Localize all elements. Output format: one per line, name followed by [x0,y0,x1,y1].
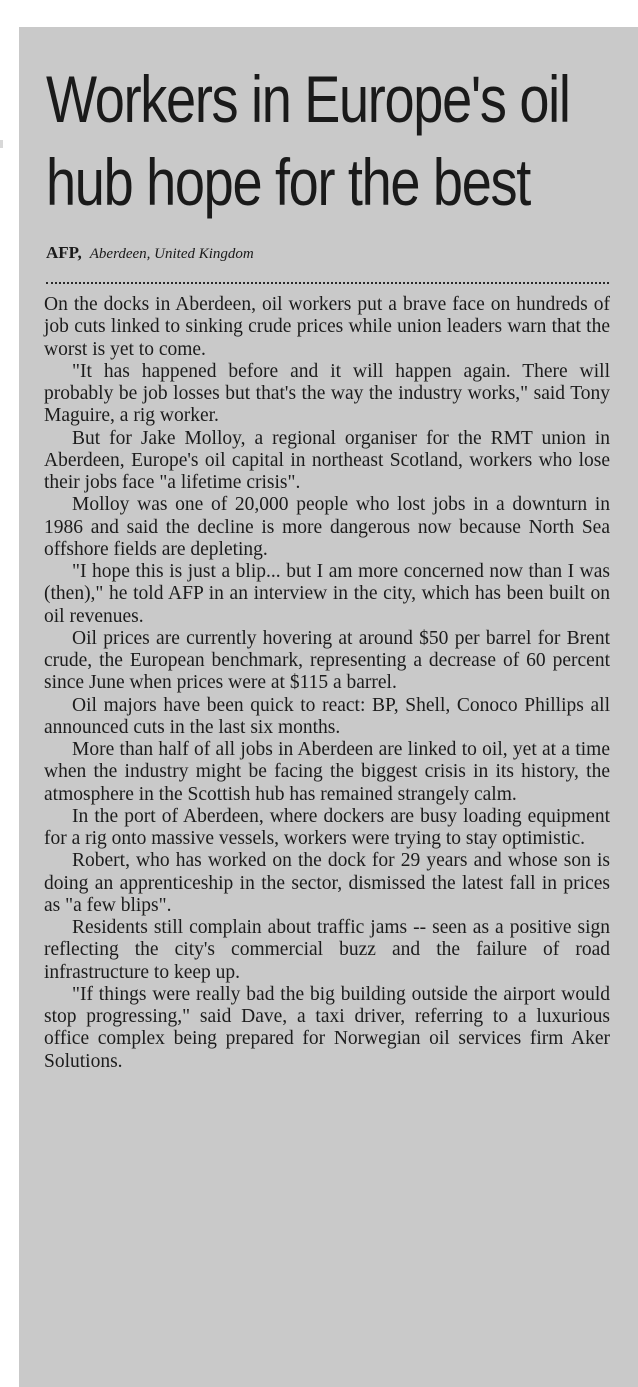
article-paragraph: In the port of Aberdeen, where dockers are busy loading equipment for a rig onto massive vessels, workers were trying to stay optimistic. [44,805,610,849]
byline [46,243,254,263]
article-paragraph: But for Jake Molloy, a regional organiser for the RMT union in Aberdeen, Europe's oil capital in northeast Scotland, workers who lose their jobs face "a lifetime crisis". [44,427,610,493]
byline-location: Aberdeen, United Kingdom [89,246,254,262]
byline-agency: AFP, [46,243,82,262]
dotted-divider [46,282,609,284]
article-paragraph: More than half of all jobs in Aberdeen are linked to oil, yet at a time when the industry might be facing the biggest crisis in its history, the atmosphere in the Scottish hub has remained strangely calm. [44,739,610,805]
article-paragraph: Residents still complain about traffic jams -- seen as a positive sign reflecting the city's commercial buzz and the failure of road infrastructure to keep up. [44,917,610,983]
page-edge-mark [0,140,3,148]
article-paragraph: Oil prices are currently hovering at around $50 per barrel for Brent crude, the European benchmark, representing a decrease of 60 percent since June when prices were at $115 a barrel. [44,627,610,694]
article-paragraph: Oil majors have been quick to react: BP, Shell, Conoco Phillips all announced cuts in the last six months. [44,694,610,738]
headline [46,58,570,224]
article-paragraph: Molloy was one of 20,000 people who lost jobs in a downturn in 1986 and said the decline is more dangerous now because North Sea offshore fields are depleting. [44,494,610,560]
headline-line-2: hub hope for the best [46,145,530,219]
article-paragraph: On the docks in Aberdeen, oil workers put a brave face on hundreds of job cuts linked to sinking crude prices while union leaders warn that the worst is yet to come. [44,294,610,360]
article-body [44,294,610,1073]
headline-line-1: Workers in Europe's oil [46,62,570,136]
article-paragraph: "If things were really bad the big building outside the airport would stop progressing," said Dave, a taxi driver, referring to a luxurious office complex being prepared for Norwegian oil services firm Aker Solutions. [44,983,610,1072]
article-paragraph: Robert, who has worked on the dock for 29 years and whose son is doing an apprenticeship in the sector, dismissed the latest fall in prices as "a few blips". [44,850,610,916]
article-paragraph: "I hope this is just a blip... but I am more concerned now than I was (then)," he told AFP in an interview in the city, which has been built on oil revenues. [44,561,610,627]
article-paragraph: "It has happened before and it will happen again. There will probably be job losses but that's the way the industry works," said Tony Maguire, a rig worker. [44,360,610,427]
